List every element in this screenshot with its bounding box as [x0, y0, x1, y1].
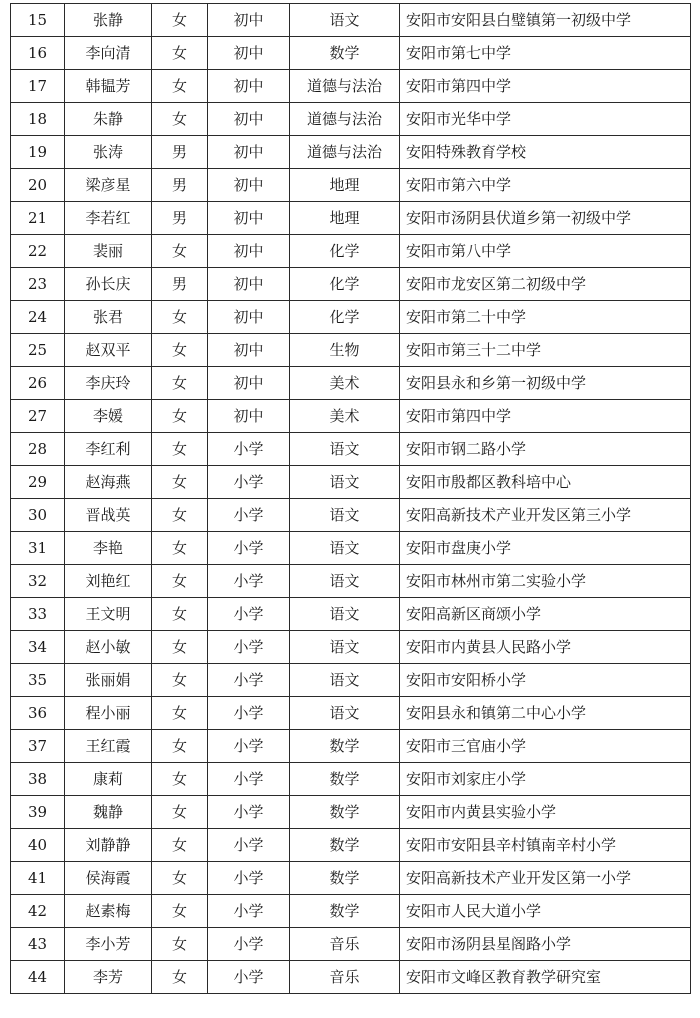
cell-number: 32	[11, 565, 65, 598]
table-row	[11, 829, 691, 862]
teacher-roster-table	[10, 3, 691, 994]
cell-name: 康莉	[65, 763, 152, 796]
document-page	[10, 3, 690, 994]
cell-school: 安阳县永和乡第一初级中学	[400, 367, 691, 400]
cell-name: 刘艳红	[65, 565, 152, 598]
table-row	[11, 697, 691, 730]
cell-school: 安阳市第二十中学	[400, 301, 691, 334]
cell-number: 15	[11, 4, 65, 37]
cell-number: 30	[11, 499, 65, 532]
cell-subject: 道德与法治	[290, 136, 400, 169]
cell-school-level: 初中	[208, 202, 290, 235]
cell-name: 赵双平	[65, 334, 152, 367]
table-row	[11, 631, 691, 664]
cell-school: 安阳市三官庙小学	[400, 730, 691, 763]
table-row	[11, 334, 691, 367]
cell-gender: 女	[152, 400, 208, 433]
cell-subject: 道德与法治	[290, 103, 400, 136]
cell-name: 张静	[65, 4, 152, 37]
table-row	[11, 598, 691, 631]
cell-name: 梁彦星	[65, 169, 152, 202]
cell-school: 安阳特殊教育学校	[400, 136, 691, 169]
table-row	[11, 4, 691, 37]
table-row	[11, 466, 691, 499]
table-row	[11, 103, 691, 136]
cell-school: 安阳市文峰区教育教学研究室	[400, 961, 691, 994]
cell-subject: 地理	[290, 202, 400, 235]
cell-school: 安阳县永和镇第二中心小学	[400, 697, 691, 730]
cell-school: 安阳市安阳县辛村镇南辛村小学	[400, 829, 691, 862]
cell-school-level: 小学	[208, 829, 290, 862]
cell-number: 31	[11, 532, 65, 565]
cell-name: 程小丽	[65, 697, 152, 730]
cell-subject: 音乐	[290, 961, 400, 994]
cell-gender: 女	[152, 367, 208, 400]
cell-number: 18	[11, 103, 65, 136]
cell-school: 安阳市第七中学	[400, 37, 691, 70]
cell-school-level: 小学	[208, 763, 290, 796]
cell-school: 安阳高新区商颂小学	[400, 598, 691, 631]
cell-school: 安阳市殷都区教科培中心	[400, 466, 691, 499]
cell-name: 赵海燕	[65, 466, 152, 499]
cell-school: 安阳市刘家庄小学	[400, 763, 691, 796]
cell-name: 王文明	[65, 598, 152, 631]
cell-gender: 女	[152, 631, 208, 664]
cell-name: 李向清	[65, 37, 152, 70]
cell-name: 裴丽	[65, 235, 152, 268]
cell-gender: 女	[152, 598, 208, 631]
table-row	[11, 268, 691, 301]
cell-name: 魏静	[65, 796, 152, 829]
cell-name: 张涛	[65, 136, 152, 169]
table-row	[11, 928, 691, 961]
cell-gender: 女	[152, 334, 208, 367]
cell-gender: 女	[152, 235, 208, 268]
cell-number: 22	[11, 235, 65, 268]
cell-subject: 数学	[290, 796, 400, 829]
cell-school: 安阳市林州市第二实验小学	[400, 565, 691, 598]
cell-school: 安阳高新技术产业开发区第一小学	[400, 862, 691, 895]
cell-school: 安阳市汤阴县星阁路小学	[400, 928, 691, 961]
cell-school: 安阳市安阳县白璧镇第一初级中学	[400, 4, 691, 37]
cell-gender: 女	[152, 565, 208, 598]
cell-number: 27	[11, 400, 65, 433]
cell-school-level: 初中	[208, 136, 290, 169]
cell-subject: 数学	[290, 895, 400, 928]
cell-subject: 语文	[290, 499, 400, 532]
cell-school: 安阳市第六中学	[400, 169, 691, 202]
cell-subject: 语文	[290, 697, 400, 730]
cell-gender: 男	[152, 136, 208, 169]
table-row	[11, 301, 691, 334]
cell-number: 42	[11, 895, 65, 928]
cell-name: 李小芳	[65, 928, 152, 961]
cell-subject: 化学	[290, 235, 400, 268]
cell-subject: 语文	[290, 598, 400, 631]
cell-gender: 女	[152, 928, 208, 961]
cell-school-level: 小学	[208, 433, 290, 466]
cell-name: 张丽娟	[65, 664, 152, 697]
cell-gender: 男	[152, 169, 208, 202]
cell-number: 36	[11, 697, 65, 730]
cell-number: 21	[11, 202, 65, 235]
table-row	[11, 862, 691, 895]
cell-gender: 女	[152, 895, 208, 928]
cell-name: 韩韫芳	[65, 70, 152, 103]
cell-number: 38	[11, 763, 65, 796]
cell-number: 25	[11, 334, 65, 367]
cell-subject: 语文	[290, 466, 400, 499]
cell-subject: 数学	[290, 829, 400, 862]
cell-subject: 数学	[290, 763, 400, 796]
cell-subject: 道德与法治	[290, 70, 400, 103]
cell-gender: 女	[152, 961, 208, 994]
table-row	[11, 367, 691, 400]
cell-number: 35	[11, 664, 65, 697]
cell-number: 23	[11, 268, 65, 301]
cell-school-level: 小学	[208, 928, 290, 961]
cell-gender: 女	[152, 70, 208, 103]
cell-school-level: 小学	[208, 961, 290, 994]
cell-school: 安阳市第三十二中学	[400, 334, 691, 367]
cell-subject: 美术	[290, 400, 400, 433]
table-body	[11, 4, 691, 994]
table-row	[11, 664, 691, 697]
cell-number: 43	[11, 928, 65, 961]
cell-school: 安阳市人民大道小学	[400, 895, 691, 928]
cell-subject: 语文	[290, 433, 400, 466]
cell-school: 安阳市第八中学	[400, 235, 691, 268]
cell-school: 安阳市安阳桥小学	[400, 664, 691, 697]
table-row	[11, 961, 691, 994]
cell-name: 李艳	[65, 532, 152, 565]
cell-school-level: 小学	[208, 862, 290, 895]
cell-school-level: 初中	[208, 268, 290, 301]
cell-school-level: 小学	[208, 499, 290, 532]
cell-name: 李芳	[65, 961, 152, 994]
table-row	[11, 202, 691, 235]
cell-number: 24	[11, 301, 65, 334]
cell-number: 44	[11, 961, 65, 994]
cell-number: 17	[11, 70, 65, 103]
cell-school-level: 小学	[208, 730, 290, 763]
cell-school: 安阳高新技术产业开发区第三小学	[400, 499, 691, 532]
cell-school-level: 初中	[208, 169, 290, 202]
cell-school-level: 初中	[208, 37, 290, 70]
cell-number: 34	[11, 631, 65, 664]
cell-school-level: 初中	[208, 367, 290, 400]
cell-school-level: 初中	[208, 400, 290, 433]
table-row	[11, 499, 691, 532]
cell-school-level: 小学	[208, 697, 290, 730]
cell-school: 安阳市内黄县实验小学	[400, 796, 691, 829]
table-row	[11, 895, 691, 928]
cell-number: 20	[11, 169, 65, 202]
cell-number: 37	[11, 730, 65, 763]
cell-subject: 语文	[290, 664, 400, 697]
cell-name: 孙长庆	[65, 268, 152, 301]
cell-school: 安阳市第四中学	[400, 400, 691, 433]
cell-subject: 语文	[290, 532, 400, 565]
cell-school-level: 小学	[208, 565, 290, 598]
cell-number: 41	[11, 862, 65, 895]
cell-subject: 生物	[290, 334, 400, 367]
cell-school-level: 小学	[208, 631, 290, 664]
cell-school-level: 初中	[208, 235, 290, 268]
cell-gender: 男	[152, 202, 208, 235]
cell-number: 28	[11, 433, 65, 466]
cell-subject: 数学	[290, 730, 400, 763]
cell-gender: 女	[152, 829, 208, 862]
cell-gender: 女	[152, 763, 208, 796]
cell-school-level: 初中	[208, 103, 290, 136]
cell-name: 晋战英	[65, 499, 152, 532]
cell-gender: 女	[152, 499, 208, 532]
table-row	[11, 136, 691, 169]
cell-school-level: 小学	[208, 664, 290, 697]
table-row	[11, 730, 691, 763]
cell-school: 安阳市钢二路小学	[400, 433, 691, 466]
cell-school: 安阳市盘庚小学	[400, 532, 691, 565]
cell-school-level: 小学	[208, 598, 290, 631]
cell-name: 刘静静	[65, 829, 152, 862]
cell-gender: 女	[152, 862, 208, 895]
cell-school-level: 小学	[208, 895, 290, 928]
cell-name: 王红霞	[65, 730, 152, 763]
cell-name: 赵素梅	[65, 895, 152, 928]
cell-name: 李媛	[65, 400, 152, 433]
cell-subject: 化学	[290, 268, 400, 301]
cell-school: 安阳市内黄县人民路小学	[400, 631, 691, 664]
cell-gender: 男	[152, 268, 208, 301]
cell-school-level: 初中	[208, 70, 290, 103]
cell-school: 安阳市第四中学	[400, 70, 691, 103]
cell-gender: 女	[152, 4, 208, 37]
cell-gender: 女	[152, 730, 208, 763]
cell-school-level: 初中	[208, 334, 290, 367]
table-row	[11, 433, 691, 466]
cell-subject: 数学	[290, 862, 400, 895]
cell-name: 李若红	[65, 202, 152, 235]
cell-number: 29	[11, 466, 65, 499]
cell-school-level: 小学	[208, 466, 290, 499]
cell-name: 李庆玲	[65, 367, 152, 400]
cell-name: 张君	[65, 301, 152, 334]
cell-number: 33	[11, 598, 65, 631]
table-row	[11, 532, 691, 565]
cell-subject: 美术	[290, 367, 400, 400]
cell-gender: 女	[152, 697, 208, 730]
cell-gender: 女	[152, 796, 208, 829]
table-row	[11, 169, 691, 202]
cell-number: 19	[11, 136, 65, 169]
table-row	[11, 235, 691, 268]
cell-school: 安阳市光华中学	[400, 103, 691, 136]
cell-subject: 音乐	[290, 928, 400, 961]
cell-subject: 数学	[290, 37, 400, 70]
cell-gender: 女	[152, 532, 208, 565]
cell-school: 安阳市汤阴县伏道乡第一初级中学	[400, 202, 691, 235]
table-row	[11, 70, 691, 103]
cell-number: 39	[11, 796, 65, 829]
cell-subject: 语文	[290, 565, 400, 598]
cell-name: 赵小敏	[65, 631, 152, 664]
cell-gender: 女	[152, 37, 208, 70]
table-row	[11, 763, 691, 796]
cell-gender: 女	[152, 664, 208, 697]
cell-school-level: 初中	[208, 4, 290, 37]
cell-school-level: 小学	[208, 796, 290, 829]
cell-name: 侯海霞	[65, 862, 152, 895]
table-row	[11, 37, 691, 70]
cell-subject: 地理	[290, 169, 400, 202]
cell-gender: 女	[152, 433, 208, 466]
cell-school-level: 初中	[208, 301, 290, 334]
cell-subject: 语文	[290, 631, 400, 664]
table-row	[11, 565, 691, 598]
cell-name: 李红利	[65, 433, 152, 466]
table-row	[11, 796, 691, 829]
cell-school: 安阳市龙安区第二初级中学	[400, 268, 691, 301]
table-row	[11, 400, 691, 433]
cell-gender: 女	[152, 466, 208, 499]
cell-name: 朱静	[65, 103, 152, 136]
cell-gender: 女	[152, 301, 208, 334]
cell-subject: 化学	[290, 301, 400, 334]
cell-subject: 语文	[290, 4, 400, 37]
cell-school-level: 小学	[208, 532, 290, 565]
cell-number: 26	[11, 367, 65, 400]
cell-number: 16	[11, 37, 65, 70]
cell-number: 40	[11, 829, 65, 862]
cell-gender: 女	[152, 103, 208, 136]
